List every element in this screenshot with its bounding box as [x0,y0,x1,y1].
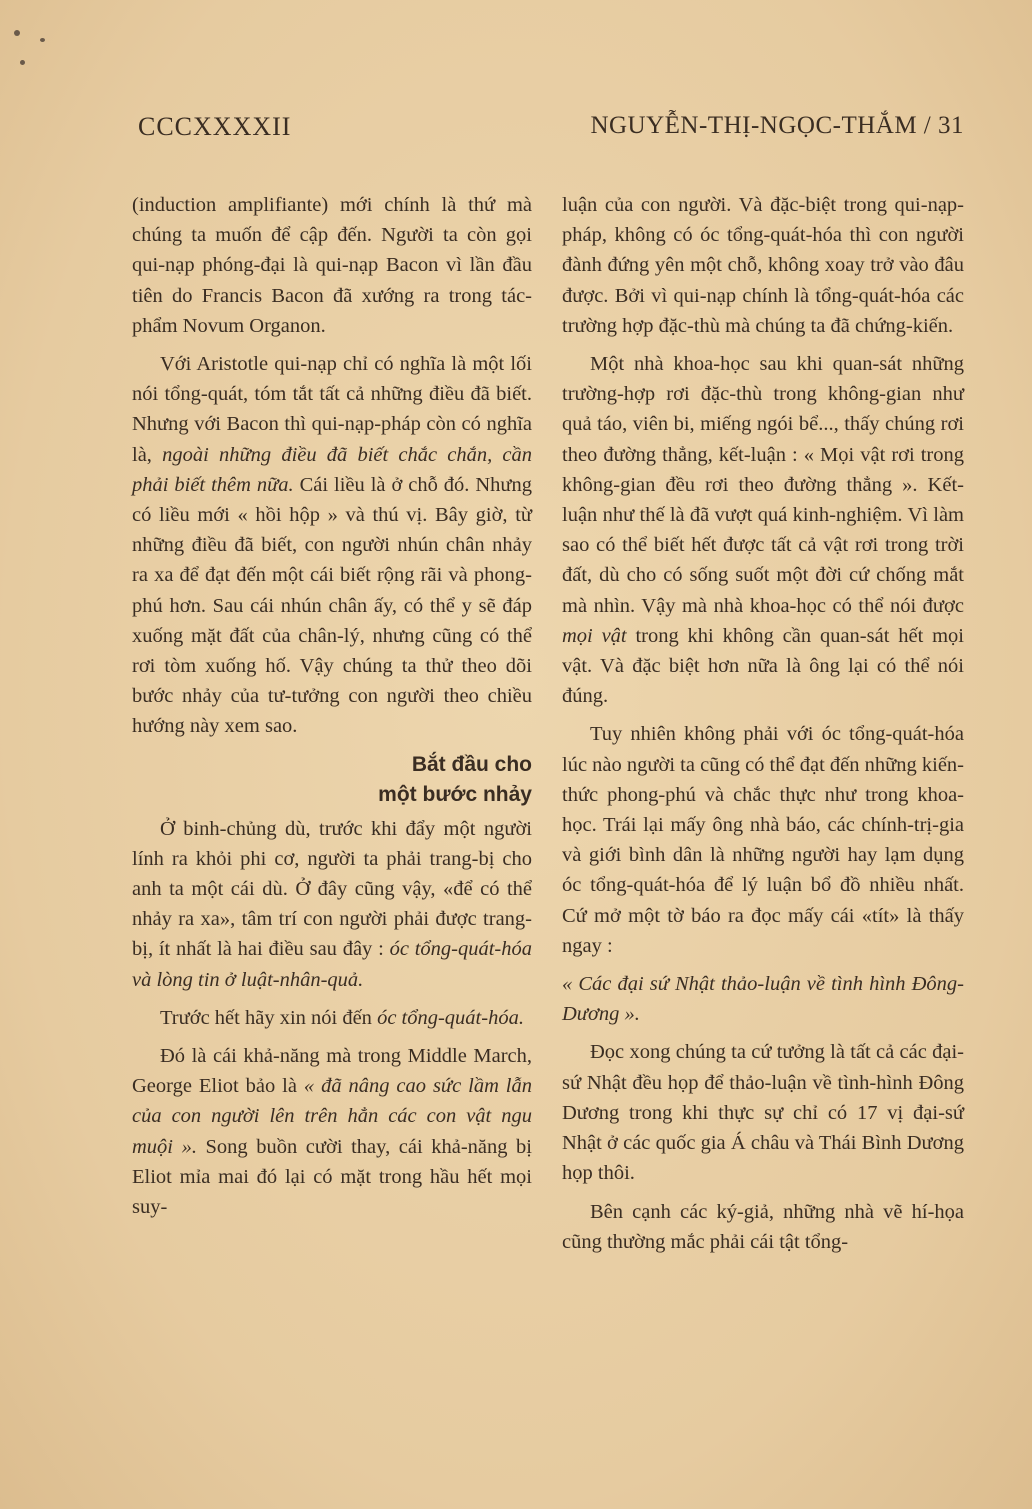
italic-text: ngoài những điều đã biết chắc chắn, cần phải biết thêm nữa. [132,443,532,496]
section-heading-line: Bắt đầu cho [411,752,532,776]
running-head: NGUYỄN-THỊ-NGỌC-THẮM / 31 [590,112,964,139]
paragraph: (induction amplifiante) mới chính là thứ mà chúng ta muốn để cập đến. Người ta còn gọi qui-nạp phóng-đại là qui-nạp Bacon vì lần đầu tiên do Francis Bacon đã xướng ra trong tác-phẩm Novum Organon. [132,194,532,337]
section-heading [132,750,532,810]
paragraph: luận của con người. Và đặc-biệt trong qui-nạp-pháp, không có óc tổng-quát-hóa thì con người đành đứng yên một chỗ, không xoay trở vào đâu được. Bởi vì qui-nạp chính là tổng-quát-hóa các trường hợp đặc-thù mà chúng ta đã chứng-kiến. [562,194,964,337]
left-column [132,190,532,1230]
text-run: Ở binh-chủng dù, trước khi đẩy một người lính ra khỏi phi cơ, người ta phải trang-bị cho anh ta một cái dù. Ở đây cũng vậy, «để có thể nhảy ra xa», tâm trí con người phải được trang-bị, ít nhất là hai điều sau đây : [132,817,532,961]
paragraph: Đọc xong chúng ta cứ tưởng là tất cả các đại-sứ Nhật đều họp để thảo-luận về tình-hình Đông Dương trong khi thực sự chỉ có 17 vị đại-sứ Nhật ở các quốc gia Á châu và Thái Bình Dương họp thôi. [562,1041,964,1185]
text-run: Trước hết hãy xin nói đến [160,1006,378,1029]
text-run: Một nhà khoa-học sau khi quan-sát những trường-hợp rơi đặc-thù trong không-gian như quả táo, viên bi, miếng ngói bể..., thấy chúng rơi theo đường thẳng, kết-luận : « Mọi vật rơi trong không-gian đều rơi theo đường thẳng ». Kết-luận như thế là đã vượt quá kinh-nghiệm. Vì làm sao có thể biết hết được tất cả vật rơi trong trời đất, dù cho có sống suốt một đời cứ chống mắt mà nhìn. Vậy mà nhà khoa-học có thể nói được [562,353,964,617]
text-run: Cái liều là ở chỗ đó. Nhưng có liều mới « hồi hộp » và thú vị. Bây giờ, từ những điều đã biết, con người nhún chân nhảy ra xa để đạt đến một cái biết rộng rãi và phong-phú hơn. Sau cái nhún chân ấy, có thể y sẽ đáp xuống mặt đất của chân-lý, nhưng cũng có thể rơi tòm xuống hố. Vậy chúng ta thử theo dõi bước nhảy của tư-tưởng con người theo chiều hướng này xem sao. [132,473,532,738]
italic-text: « đã nâng cao sức lầm lẫn của con người lên trên hẳn các con vật ngu muội ». [132,1075,532,1158]
print-speck [14,30,20,36]
text-run: Song buồn cười thay, cái khả-năng bị Eliot mỉa mai đó lại có mặt trong hầu hết mọi suy- [132,1135,533,1219]
right-column [562,190,964,1265]
quoted-headline: « Các đại sứ Nhật thảo-luận về tình hình Đông-Dương ». [562,973,964,1026]
issue-number: CCCXXXXII [138,112,292,141]
section-heading-line: một bước nhảy [378,782,532,806]
paragraph [132,349,532,742]
italic-text: óc tổng-quát-hóa. [377,1006,524,1029]
italic-text: óc tổng-quát-hóa và lòng tin ở luật-nhân-quả. [132,938,532,991]
print-speck [40,38,45,42]
page-header [130,112,964,152]
italic-text: mọi vật [562,624,627,647]
text-run: Với Aristotle qui-nạp chỉ có nghĩa là một lối nói tổng-quát, tóm tắt tất cả những điều đã biết. Nhưng với Bacon thì qui-nạp-pháp còn có nghĩa là, [132,353,532,466]
paragraph [132,1003,532,1033]
paragraph [132,814,532,995]
paragraph [562,349,964,711]
text-run: Đó là cái khả-năng mà trong Middle March, George Eliot bảo là [132,1045,532,1098]
text-run: trong khi không cần quan-sát hết mọi vật. Và đặc biệt hơn nữa là ông lại có thể nói đúng. [562,624,964,708]
paragraph: Bên cạnh các ký-giả, những nhà vẽ hí-họa cũng thường mắc phải cái tật tổng- [562,1200,964,1253]
print-speck [20,60,25,65]
paragraph: Tuy nhiên không phải với óc tổng-quát-hóa lúc nào người ta cũng có thể đạt đến những kiến-thức phong-phú và chắc thực như trong khoa-học. Trái lại mấy ông nhà báo, các chính-trị-gia và giới bình dân là những người hay lạm dụng óc tổng-quát-hóa để lý luận bổ đồ nhiều nhất. Cứ mở một tờ báo ra đọc mấy cái «tít» là thấy ngay : [562,723,964,957]
paragraph [132,1041,532,1222]
